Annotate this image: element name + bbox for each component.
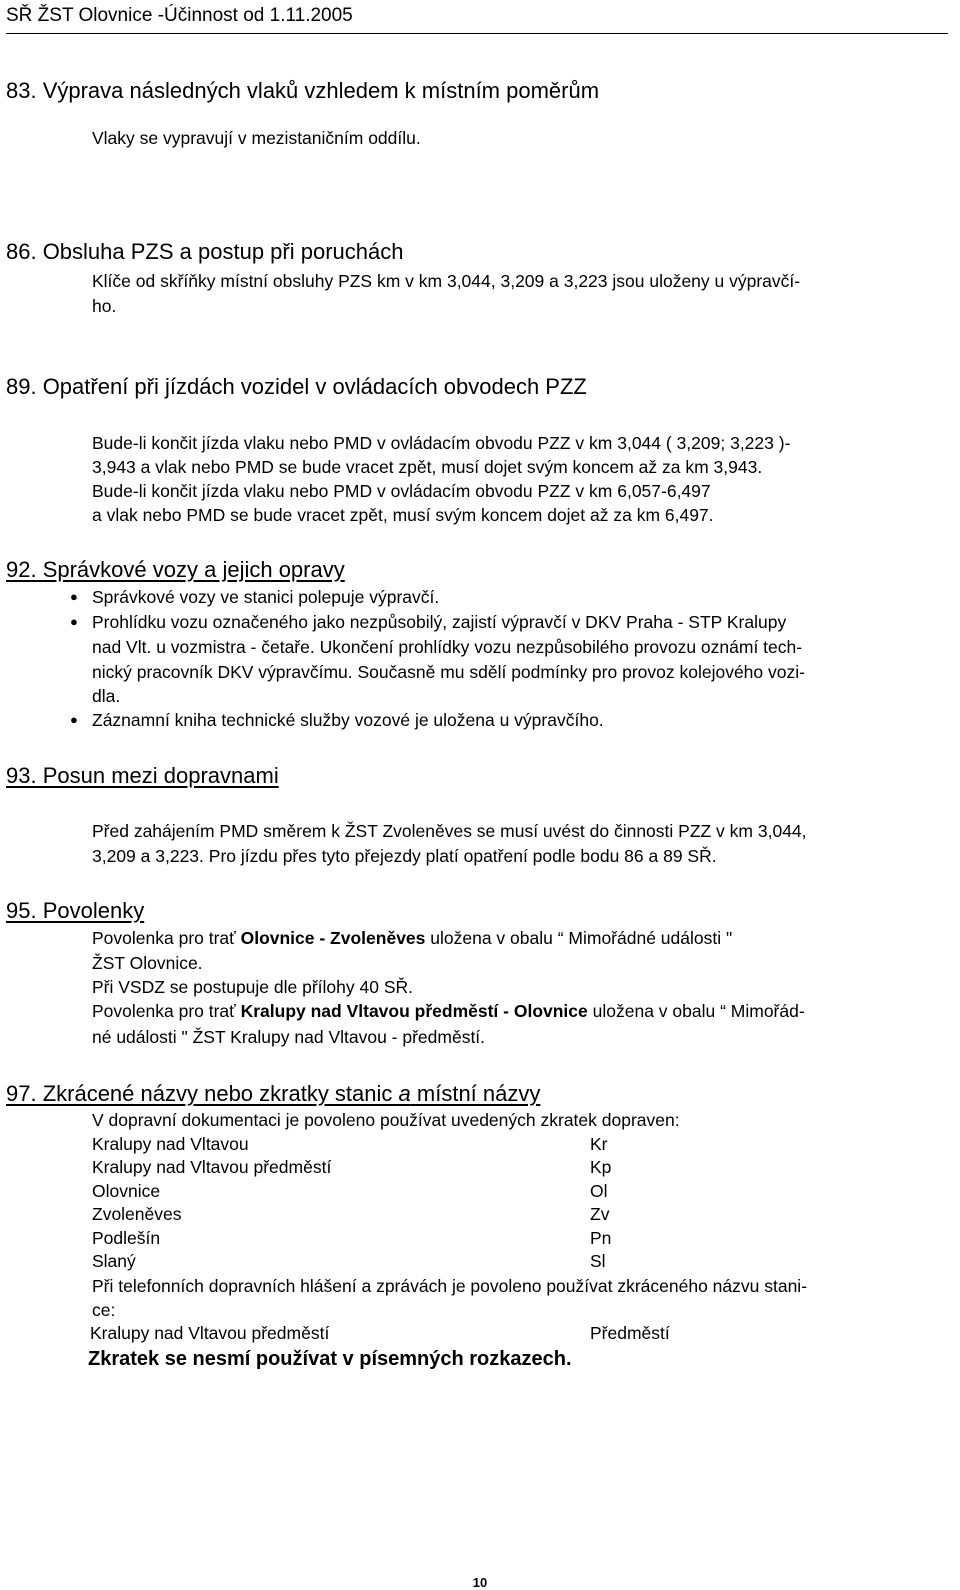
abbreviation-code: Sl bbox=[590, 1251, 606, 1271]
abbreviation-station-name: Zvoleněves bbox=[92, 1204, 182, 1225]
abbreviation-station-name: Slaný bbox=[92, 1251, 136, 1271]
section-97-phone-line-2: ce: bbox=[92, 1300, 116, 1320]
abbreviation-station-name: Olovnice bbox=[92, 1180, 161, 1201]
section-95-line-4: Povolenka pro trať Kralupy nad Vltavou předměstí - Olovnice uložena v obalu “ Mimořád- bbox=[92, 1001, 805, 1021]
section-95-line-3: Při VSDZ se postupuje dle přílohy 40 SŘ. bbox=[92, 977, 413, 997]
abbreviation-station-name: Kralupy nad Vltavou předměstí bbox=[92, 1157, 332, 1178]
section-95-heading: 95. Povolenky bbox=[6, 898, 145, 923]
section-92-bullet-3 bbox=[70, 708, 604, 732]
abbreviation-station-name: Kralupy nad Vltavou bbox=[92, 1134, 249, 1154]
bullet-icon: ● bbox=[70, 589, 78, 604]
section-93-line-1: Před zahájením PMD směrem k ŽST Zvoleněves se musí uvést do činnosti PZZ v km 3,044, bbox=[92, 821, 807, 841]
section-95-line-1: Povolenka pro trať Olovnice - Zvoleněves uložena v obalu “ Mimořádné události " bbox=[92, 928, 733, 948]
bullet-text: Záznamní kniha technické služby vozové je uložena u výpravčího. bbox=[92, 710, 604, 730]
section-83-heading: 83. Výprava následných vlaků vzhledem k místním poměrům bbox=[6, 78, 600, 103]
section-86-line-1: Klíče od skříňky místní obsluhy PZS km v km 3,044, 3,209 a 3,223 jsou uloženy u výpravčí- bbox=[92, 271, 801, 291]
section-89-line-2: 3,943 a vlak nebo PMD se bude vracet zpět, musí dojet svým koncem až za km 3,943. bbox=[92, 457, 763, 477]
section-92-bullet-2-line-3: nický pracovník DKV výpravčímu. Současně mu sdělí podmínky pro provoz kolejového vozi- bbox=[92, 662, 805, 682]
section-97-heading: 97. Zkrácené názvy nebo zkratky stanic a místní názvy bbox=[6, 1081, 541, 1106]
abbreviation-code: Kp bbox=[590, 1157, 612, 1178]
abbreviation-station-name: Podlešín bbox=[92, 1227, 161, 1248]
section-97-phone-line-1: Při telefonních dopravních hlášení a zprávách je povoleno používat zkráceného názvu stani- bbox=[92, 1276, 808, 1296]
bullet-icon: ● bbox=[70, 712, 78, 727]
section-89-line-3: Bude-li končit jízda vlaku nebo PMD v ovládacím obvodu PZZ v km 6,057-6,497 bbox=[92, 481, 711, 501]
section-89-line-4: a vlak nebo PMD se bude vracet zpět, musí svým koncem dojet až za km 6,497. bbox=[92, 505, 714, 525]
section-92-bullet-2 bbox=[70, 610, 787, 634]
bullet-text: Správkové vozy ve stanici polepuje výpravčí. bbox=[92, 587, 440, 607]
abbreviation-code: Ol bbox=[590, 1180, 608, 1201]
section-93-heading: 93. Posun mezi dopravnami bbox=[6, 763, 279, 788]
section-86-line-2: ho. bbox=[92, 296, 117, 316]
section-95-line-2: ŽST Olovnice. bbox=[92, 953, 203, 973]
bullet-icon: ● bbox=[70, 614, 78, 629]
section-89-line-1: Bude-li končit jízda vlaku nebo PMD v ovládacím obvodu PZZ v km 3,044 ( 3,209; 3,223 )- bbox=[92, 433, 791, 453]
abbreviation-code: Zv bbox=[590, 1204, 610, 1225]
section-89-heading: 89. Opatření při jízdách vozidel v ovládacích obvodech PZZ bbox=[6, 374, 587, 399]
short-name-abbr: Předměstí bbox=[590, 1323, 670, 1343]
short-name-label: Kralupy nad Vltavou předměstí bbox=[90, 1323, 330, 1343]
section-92-bullet-1 bbox=[70, 585, 440, 609]
section-97-warning: Zkratek se nesmí používat v písemných rozkazech. bbox=[88, 1348, 572, 1370]
section-97-intro: V dopravní dokumentaci je povoleno používat uvedených zkratek dopraven: bbox=[92, 1110, 680, 1130]
page-number: 10 bbox=[472, 1575, 488, 1590]
route-olovnice-zvoleneves: Olovnice - Zvoleněves bbox=[240, 928, 426, 948]
abbreviation-code: Pn bbox=[590, 1227, 612, 1248]
section-92-bullet-2-line-2: nad Vlt. u vozmistra - četaře. Ukončení prohlídky vozu nezpůsobilého provozu oznámí tech- bbox=[92, 637, 803, 657]
abbreviation-code: Kr bbox=[590, 1134, 608, 1154]
bullet-text: Prohlídku vozu označeného jako nezpůsobilý, zajistí výpravčí v DKV Praha - STP Kralupy bbox=[92, 612, 787, 632]
section-86-heading: 86. Obsluha PZS a postup při poruchách bbox=[6, 239, 404, 264]
section-83-text: Vlaky se vypravují v mezistaničním oddílu. bbox=[92, 128, 421, 148]
section-92-bullet-2-line-4: dla. bbox=[92, 686, 121, 706]
section-93-line-2: 3,209 a 3,223. Pro jízdu přes tyto přejezdy platí opatření podle bodu 86 a 89 SŘ. bbox=[92, 846, 717, 866]
section-95-line-5: né události " ŽST Kralupy nad Vltavou - předměstí. bbox=[92, 1027, 486, 1047]
section-92-heading: 92. Správkové vozy a jejich opravy bbox=[6, 557, 345, 582]
page-header: SŘ ŽST Olovnice -Účinnost od 1.11.2005 bbox=[6, 3, 948, 34]
route-kralupy-olovnice: Kralupy nad Vltavou předměstí - Olovnice bbox=[240, 1001, 588, 1021]
